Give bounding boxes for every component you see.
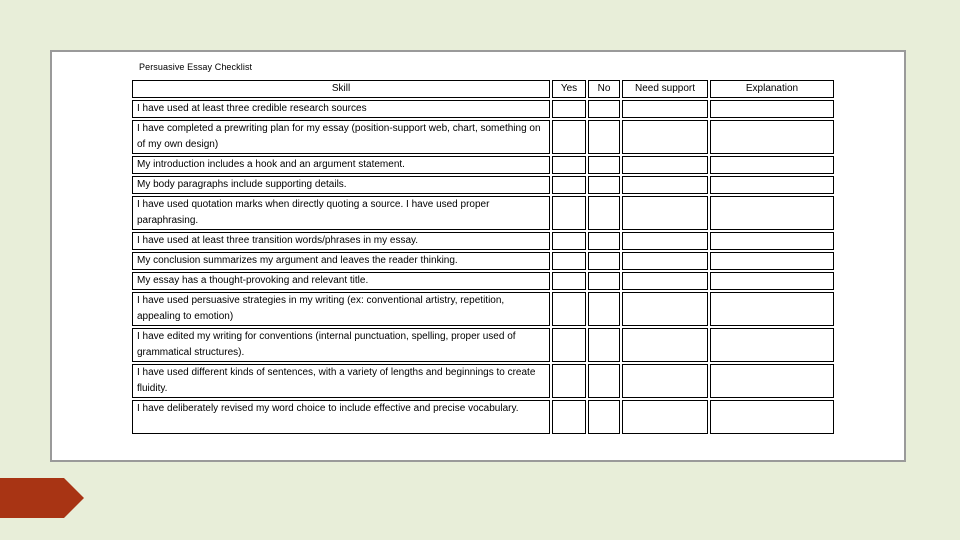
explanation-cell[interactable]: [710, 196, 834, 230]
table-row: [132, 176, 834, 194]
no-cell[interactable]: [588, 196, 620, 230]
no-cell[interactable]: [588, 100, 620, 118]
header-explanation: Explanation: [710, 80, 834, 98]
explanation-cell[interactable]: [710, 176, 834, 194]
no-cell[interactable]: [588, 364, 620, 398]
yes-cell[interactable]: [552, 364, 586, 398]
skill-cell: I have used at least three transition words/phrases in my essay.: [132, 232, 550, 250]
explanation-cell[interactable]: [710, 100, 834, 118]
header-yes: Yes: [552, 80, 586, 98]
skill-cell: I have used at least three credible research sources: [132, 100, 550, 118]
explanation-cell[interactable]: [710, 400, 834, 434]
no-cell[interactable]: [588, 400, 620, 434]
need-support-cell[interactable]: [622, 156, 708, 174]
explanation-cell[interactable]: [710, 292, 834, 326]
no-cell[interactable]: [588, 328, 620, 362]
need-support-cell[interactable]: [622, 232, 708, 250]
yes-cell[interactable]: [552, 400, 586, 434]
no-cell[interactable]: [588, 176, 620, 194]
no-cell[interactable]: [588, 272, 620, 290]
table-row: [132, 196, 834, 230]
skill-cell: I have used quotation marks when directly quoting a source. I have used proper paraphrasing.: [132, 196, 550, 230]
table-row: [132, 120, 834, 154]
skill-cell: I have completed a prewriting plan for my essay (position-support web, chart, something on of my own design): [132, 120, 550, 154]
table-row: [132, 252, 834, 270]
table-row: [132, 232, 834, 250]
need-support-cell[interactable]: [622, 400, 708, 434]
yes-cell[interactable]: [552, 328, 586, 362]
yes-cell[interactable]: [552, 252, 586, 270]
yes-cell[interactable]: [552, 156, 586, 174]
header-row: [132, 80, 834, 98]
explanation-cell[interactable]: [710, 272, 834, 290]
table-row: [132, 400, 834, 434]
no-cell[interactable]: [588, 120, 620, 154]
table-row: [132, 292, 834, 326]
table-row: [132, 328, 834, 362]
no-cell[interactable]: [588, 292, 620, 326]
skill-cell: I have used different kinds of sentences, with a variety of lengths and beginnings to create fluidity.: [132, 364, 550, 398]
explanation-cell[interactable]: [710, 364, 834, 398]
no-cell[interactable]: [588, 252, 620, 270]
accent-pentagon: [0, 478, 84, 518]
yes-cell[interactable]: [552, 272, 586, 290]
no-cell[interactable]: [588, 232, 620, 250]
yes-cell[interactable]: [552, 176, 586, 194]
table-row: [132, 156, 834, 174]
skill-cell: My body paragraphs include supporting details.: [132, 176, 550, 194]
header-no: No: [588, 80, 620, 98]
yes-cell[interactable]: [552, 232, 586, 250]
explanation-cell[interactable]: [710, 328, 834, 362]
skill-cell: My essay has a thought-provoking and relevant title.: [132, 272, 550, 290]
explanation-cell[interactable]: [710, 232, 834, 250]
no-cell[interactable]: [588, 156, 620, 174]
need-support-cell[interactable]: [622, 292, 708, 326]
corner-accent-shape: [0, 478, 84, 518]
explanation-cell[interactable]: [710, 156, 834, 174]
yes-cell[interactable]: [552, 100, 586, 118]
skill-cell: I have used persuasive strategies in my writing (ex: conventional artistry, repetition, appealing to emotion): [132, 292, 550, 326]
skill-cell: My conclusion summarizes my argument and leaves the reader thinking.: [132, 252, 550, 270]
yes-cell[interactable]: [552, 196, 586, 230]
yes-cell[interactable]: [552, 292, 586, 326]
need-support-cell[interactable]: [622, 272, 708, 290]
table-row: [132, 364, 834, 398]
checklist-table: [130, 78, 836, 436]
skill-cell: I have edited my writing for conventions (internal punctuation, spelling, proper used of grammatical structures).: [132, 328, 550, 362]
need-support-cell[interactable]: [622, 100, 708, 118]
table-row: [132, 272, 834, 290]
need-support-cell[interactable]: [622, 364, 708, 398]
table-row: [132, 100, 834, 118]
need-support-cell[interactable]: [622, 120, 708, 154]
yes-cell[interactable]: [552, 120, 586, 154]
header-skill: Skill: [132, 80, 550, 98]
header-need-support: Need support: [622, 80, 708, 98]
skill-cell: My introduction includes a hook and an argument statement.: [132, 156, 550, 174]
need-support-cell[interactable]: [622, 176, 708, 194]
checklist-title: Persuasive Essay Checklist: [139, 62, 253, 72]
need-support-cell[interactable]: [622, 328, 708, 362]
skill-cell: I have deliberately revised my word choice to include effective and precise vocabulary.: [132, 400, 550, 434]
need-support-cell[interactable]: [622, 252, 708, 270]
explanation-cell[interactable]: [710, 252, 834, 270]
need-support-cell[interactable]: [622, 196, 708, 230]
explanation-cell[interactable]: [710, 120, 834, 154]
